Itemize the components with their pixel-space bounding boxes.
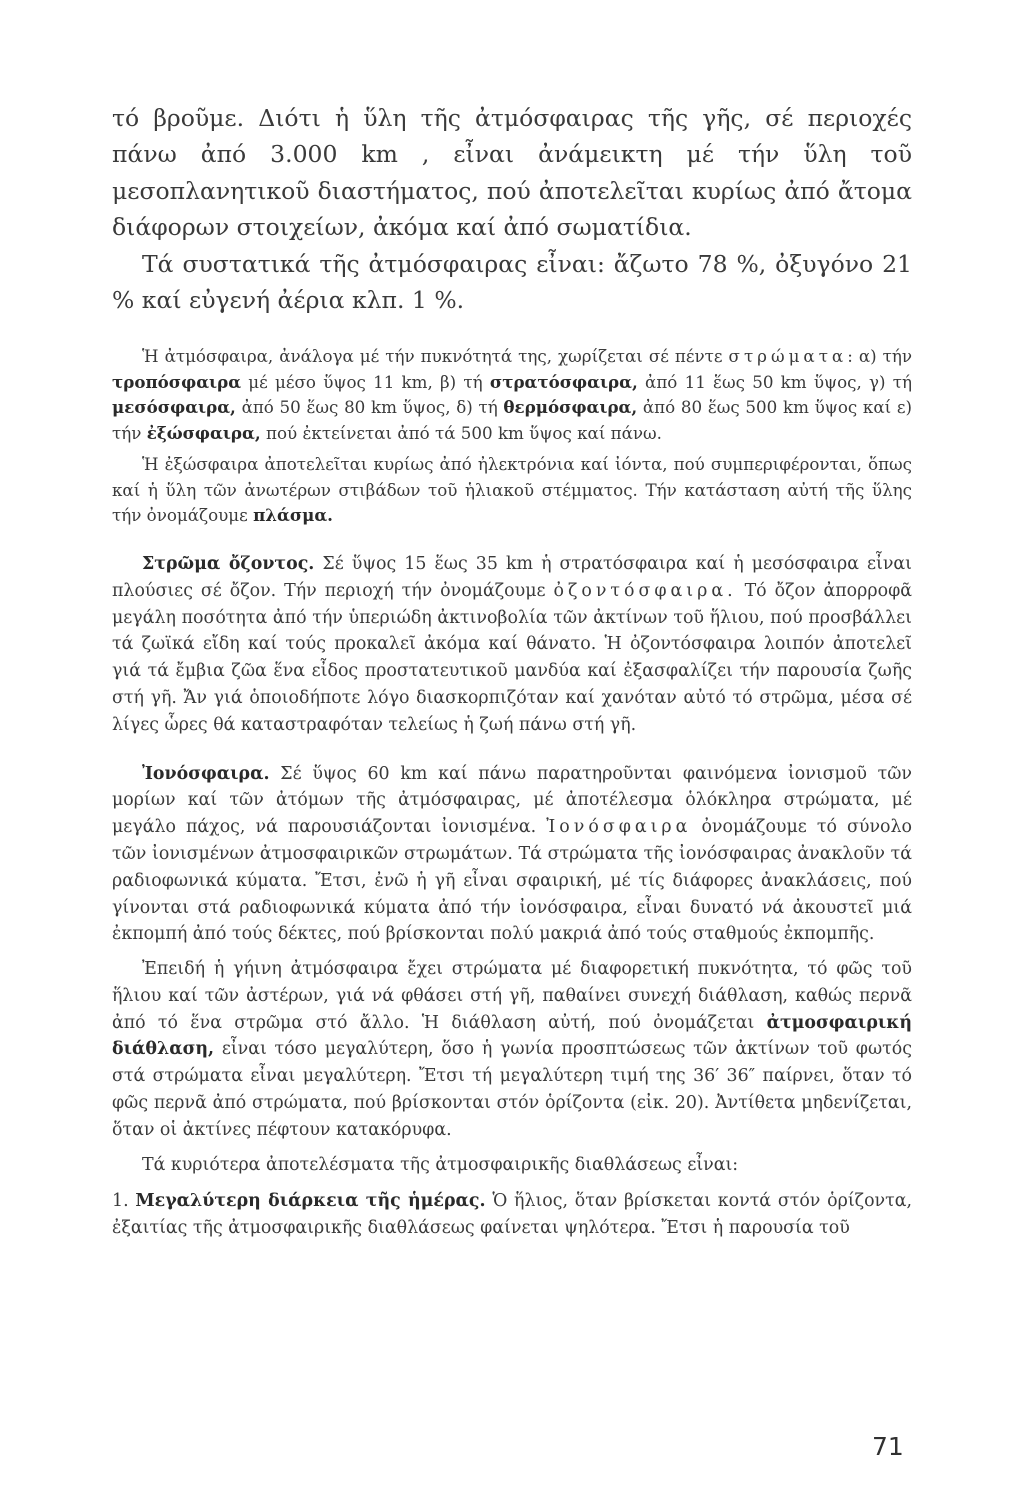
term-stratosphere: στρατόσφαιρα, — [489, 371, 638, 392]
exosphere-paragraph — [112, 452, 912, 529]
term-plasma: πλάσμα. — [253, 505, 333, 526]
page-content — [112, 100, 912, 1242]
term-atmospheric-refraction: ἀτμοσφαιρική διάθλαση, — [112, 1012, 912, 1060]
ionosphere-heading: Ἰονόσφαιρα. — [142, 763, 270, 784]
result-heading: Μεγαλύτερη διάρκεια τῆς ἡμέρας. — [135, 1191, 486, 1212]
ionosphere-text-1: Σέ ὕψος 60 km καί πάνω παρατηροῦνται φαινόμενα ἰονισμοῦ τῶν μορίων καί τῶν ἀτόμων τῆς ἀτμόσφαιρας, μέ ἀποτέλεσμα ὁλόκληρα στρώματα, μέ μεγάλο πάχος, νά παρουσιάζονται ἰονισμένα. — [112, 763, 912, 838]
term-mesosphere: μεσόσφαιρα, — [112, 397, 236, 418]
ozone-text-2: Τό ὄζον ἀπορροφᾶ μεγάλη ποσότητα ἀπό τήν ὑπεριώδη ἀκτινοβολία τῶν ἀκτίνων τοῦ ἥλιου, πού προσβάλλει τά ζωϊκά εἴδη καί τούς προκαλεῖ ἀκόμα καί θάνατο. Ἡ ὀζοντόσφαιρα λοιπόν ἀποτελεῖ γιά τά ἔμβια ζῶα ἕνα εἶδος προστατευτικοῦ μανδύα καί ἐξασφαλίζει τήν παρουσία ζωῆς στή γῆ. Ἄν γιά ὁποιοδήποτε λόγο διασκορπιζόταν καί χανόταν αὐτό τό στρῶμα, μέσα σέ λίγες ὧρες θά καταστραφόταν τελείως ἡ ζωή πάνω στή γῆ. — [112, 580, 912, 735]
intro-text-2: Τά συστατικά τῆς ἀτμόσφαιρας εἶναι: ἄζωτο 78 %, ὀξυγόνο 21 % καί εὐγενή ἀέρια κλπ. 1 %. — [112, 249, 912, 315]
layers-spaced-term: στρώματα — [728, 346, 848, 367]
intro-paragraph-1 — [112, 100, 912, 246]
refraction-text-1: Ἐπειδή ἡ γήινη ἀτμόσφαιρα ἔχει στρώματα μέ διαφορετική πυκνότητα, τό φῶς τοῦ ἥλιου καί τῶν ἀστέρων, γιά νά φθάσει στή γῆ, παθαίνει συνεχή διάθλαση, καθώς περνᾶ ἀπό τό ἕνα στρῶμα στό ἄλλο. Ἡ διάθλαση αὐτή, πού ὀνομάζεται — [112, 959, 912, 1033]
result-item-1 — [112, 1188, 912, 1242]
layers-text-7: πού ἐκτείνεται ἀπό τά 500 km ὕψος καί πάνω. — [260, 422, 662, 443]
intro-paragraph-2 — [112, 246, 912, 319]
result-number: 1. — [112, 1191, 136, 1212]
page-number: 71 — [872, 1432, 904, 1461]
ozone-text-1: Σέ ὕψος 15 ἕως 35 km ἡ στρατόσφαιρα καί ἡ μεσόσφαιρα εἶναι πλούσιες σέ ὄζον. Τήν περιοχή τήν ὀνομάζουμε — [112, 553, 912, 601]
layers-text-3: μέ μέσο ὕψος 11 km, β) τή — [241, 371, 490, 392]
exosphere-text-1: Ἡ ἐξώσφαιρα ἀποτελεῖται κυρίως ἀπό ἠλεκτρόνια καί ἰόντα, πού συμπεριφέρονται, ὅπως καί ἡ ὕλη τῶν ἀνωτέρων στιβάδων τοῦ ἡλιακοῦ στέμματος. Τήν κατάσταση αὐτή τῆς ὕλης τήν ὀνομάζουμε — [112, 454, 912, 526]
layers-text-4: ἀπό 11 ἕως 50 km ὕψος, γ) τή — [637, 371, 912, 392]
layers-text-1: Ἡ ἀτμόσφαιρα, ἀνάλογα μέ τήν πυκνότητά της, χωρίζεται σέ πέντε — [142, 346, 729, 367]
term-thermosphere: θερμόσφαιρα, — [503, 397, 638, 418]
ozone-paragraph — [112, 551, 912, 739]
layers-text-5: ἀπό 50 ἕως 80 km ὕψος, δ) τή — [235, 397, 504, 418]
term-exosphere: ἐξώσφαιρα, — [146, 422, 261, 443]
ozone-spaced-term: ὀζοντόσφαιρα. — [553, 580, 737, 601]
result-text: Ὁ ἥλιος, ὅταν βρίσκεται κοντά στόν ὁρίζοντα, ἐξαιτίας τῆς ἀτμοσφαιρικῆς διαθλάσεως φαίνεται ψηλότερα. Ἔτσι ἡ παρουσία τοῦ — [112, 1191, 913, 1239]
layers-text-6: ἀπό 80 ἕως 500 km ὕψος καί ε) τήν — [112, 397, 912, 443]
refraction-paragraph — [112, 956, 912, 1144]
refraction-text-2: εἶναι τόσο μεγαλύτερη, ὅσο ἡ γωνία προσπτώσεως τῶν ἀκτίνων τοῦ φωτός στά στρώματα εἶναι μεγαλύτερη. Ἔτσι τή μεγαλύτερη τιμή της 36′ 36″ παίρνει, ὅταν τό φῶς περνᾶ ἀπό στρώματα, πού βρίσκονται στόν ὁρίζοντα (εἰκ. 20). Ἀντίθετα μηδενίζεται, ὅταν οἱ ἀκτίνες πέφτουν κατακόρυφα. — [112, 1039, 912, 1140]
intro-text-1: τό βροῦμε. Διότι ἡ ὕλη τῆς ἀτμόσφαιρας τῆς γῆς, σέ περιοχές πάνω ἀπό 3.000 km , εἶναι ἀνάμεικτη μέ τήν ὕλη τοῦ μεσοπλανητικοῦ διαστήματος, πού ἀποτελεῖται κυρίως ἀπό ἄτομα διάφορων στοιχείων, ἀκόμα καί ἀπό σωματίδια. — [112, 104, 912, 242]
layers-paragraph — [112, 344, 912, 446]
ionosphere-text-2: ὀνομάζουμε τό σύνολο τῶν ἰονισμένων ἀτμοσφαιρικῶν στρωμάτων. Τά στρώματα τῆς ἰονόσφαιρας ἀνακλοῦν τά ραδιοφωνικά κύματα. Ἔτσι, ἐνῶ ἡ γῆ εἶναι σφαιρική, μέ τίς διάφορες ἀνακλάσεις, πού γίνονται στά ραδιοφωνικά κύματα ἀπό τήν ἰονόσφαιρα, εἶναι δυνατό νά ἀκουστεῖ μιά ἐκπομπή ἀπό τούς δέκτες, πού βρίσκονται πολύ μακριά ἀπό τούς σταθμούς ἐκπομπῆς. — [112, 817, 912, 945]
ozone-heading: Στρῶμα ὄζοντος. — [142, 553, 315, 574]
ionosphere-paragraph — [112, 761, 912, 949]
results-intro: Τά κυριότερα ἀποτελέσματα τῆς ἀτμοσφαιρικῆς διαθλάσεως εἶναι: — [142, 1154, 739, 1175]
ionosphere-spaced-term: Ἰονόσφαιρα — [546, 817, 692, 838]
layers-text-2: : α) τήν — [847, 346, 912, 367]
term-troposphere: τροπόσφαιρα — [112, 371, 242, 392]
